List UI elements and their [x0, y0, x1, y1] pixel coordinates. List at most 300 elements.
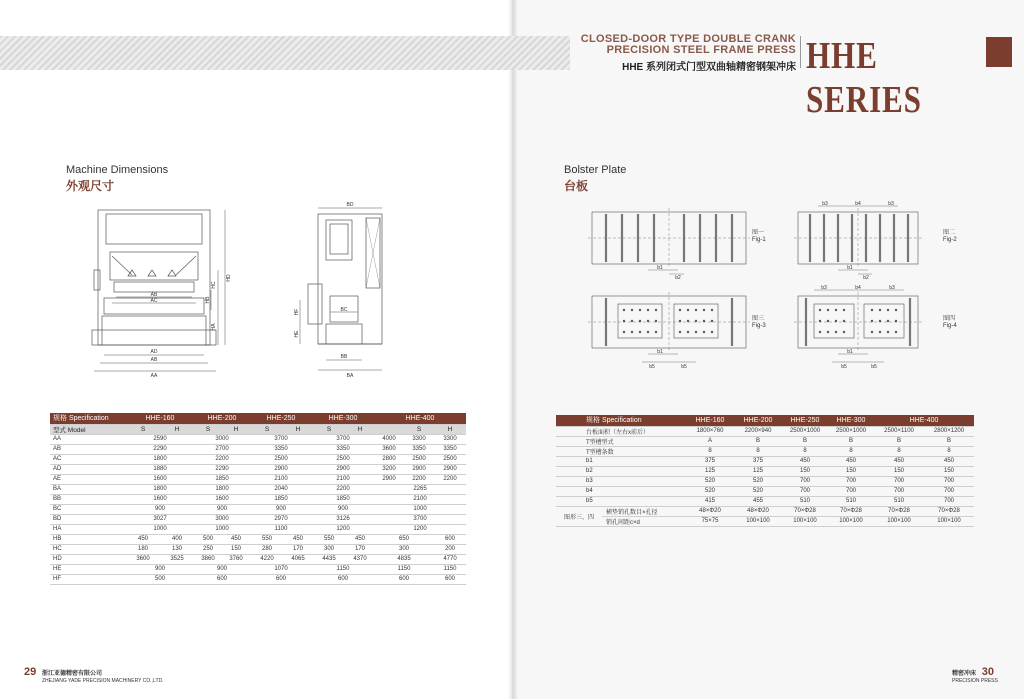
table-cell: 700 — [782, 476, 828, 486]
table-cell: 1600 — [126, 474, 194, 484]
table-cell: 2500 — [250, 454, 312, 464]
table-cell: 415 — [686, 496, 734, 506]
dim-ab-top: AB — [150, 292, 158, 298]
table-cell: 1800×760 — [686, 426, 734, 436]
bolster-plate-title — [564, 164, 626, 194]
model-header: HHE-300 — [312, 413, 374, 424]
table-cell: 2200 — [404, 474, 434, 484]
table-cell: 4835 — [374, 554, 434, 564]
table-cell: 520 — [686, 486, 734, 496]
table-cell: 8 — [924, 446, 974, 456]
table-cell: 3600 — [374, 444, 404, 454]
table-cell: 3700 — [312, 434, 374, 444]
table-cell: 150 — [874, 466, 924, 476]
table-cell: 3200 — [374, 464, 404, 474]
table-cell: 2500 — [434, 454, 466, 464]
table-cell: 300 — [374, 544, 434, 554]
table-row — [556, 516, 974, 526]
header-divider — [800, 36, 801, 68]
row-label: T型槽型式 — [556, 436, 686, 446]
row-label: HD — [50, 554, 126, 564]
table-cell: 900 — [250, 504, 312, 514]
row-label: HB — [50, 534, 126, 544]
page-number-left: 29 — [24, 666, 37, 678]
table-cell: 180 — [126, 544, 160, 554]
s-header: S — [126, 424, 160, 434]
row-label: BB — [50, 494, 126, 504]
table-cell: 2100 — [374, 494, 466, 504]
dim-ba: BA — [346, 373, 354, 379]
table-cell: 8 — [686, 446, 734, 456]
row-label: b2 — [556, 466, 686, 476]
row-label: AC — [50, 454, 126, 464]
table-cell: B — [782, 436, 828, 446]
table-cell: 200 — [434, 544, 466, 554]
row-label: b3 — [556, 476, 686, 486]
dim-b4-fig2: b4 — [855, 201, 861, 207]
table-cell: 450 — [222, 534, 250, 544]
table-cell: 1800 — [126, 454, 194, 464]
table-cell: 450 — [924, 456, 974, 466]
table-cell: 900 — [126, 564, 194, 574]
table-cell: 2100 — [312, 474, 374, 484]
table-cell: 450 — [828, 456, 874, 466]
side-view-drawing — [290, 200, 400, 380]
h-header: H — [160, 424, 194, 434]
table-cell: 2290 — [194, 464, 250, 474]
row-label: HA — [50, 524, 126, 534]
table-cell: 1150 — [312, 564, 374, 574]
table-cell: 250 — [194, 544, 222, 554]
table-row — [556, 436, 974, 446]
table-cell: 1600 — [194, 494, 250, 504]
brand-name-en: PRECISION PRESS — [952, 678, 998, 684]
table-cell: 1150 — [434, 564, 466, 574]
table-cell: 3350 — [312, 444, 374, 454]
table-cell: 130 — [160, 544, 194, 554]
table-cell: 1200 — [374, 524, 466, 534]
row-label: AE — [50, 474, 126, 484]
table-cell: 100×100 — [734, 516, 782, 526]
section-title-en: Bolster Plate — [564, 164, 627, 176]
brand-name: 精密冲床 — [952, 671, 977, 677]
table-cell: 900 — [126, 504, 194, 514]
table-cell: 2900 — [312, 464, 374, 474]
table-cell: 2900 — [434, 464, 466, 474]
table-cell: 700 — [828, 486, 874, 496]
table-cell: 3525 — [160, 554, 194, 564]
table-cell: 3700 — [250, 434, 312, 444]
fig2-label-cn: 图二 — [943, 230, 956, 236]
book-spine — [508, 0, 518, 699]
front-view-drawing — [88, 200, 238, 380]
fig2-label — [943, 230, 957, 244]
dim-b3-fig2: b3 — [822, 201, 828, 207]
fig4-label — [943, 316, 957, 330]
table-row — [50, 434, 466, 444]
table-cell: 550 — [250, 534, 284, 544]
table-cell: 2500 — [312, 454, 374, 464]
table-row — [50, 504, 466, 514]
row-label: BC — [50, 504, 126, 514]
row-label: AA — [50, 434, 126, 444]
left-footer — [24, 666, 164, 684]
dim-hb: HB — [205, 296, 211, 304]
fig4-label-cn: 图四 — [943, 316, 956, 322]
table-cell: 700 — [874, 486, 924, 496]
table-row — [556, 426, 974, 436]
table-cell: 375 — [686, 456, 734, 466]
model-header: HHE-400 — [374, 413, 466, 424]
row-label: T型槽条数 — [556, 446, 686, 456]
group-label: 图形三、四 — [556, 506, 602, 526]
dim-b1-fig3: b1 — [657, 349, 663, 355]
bolster-plate-table — [556, 415, 974, 527]
table-cell: 700 — [828, 476, 874, 486]
header-color-block — [986, 37, 1012, 67]
table-cell: 2970 — [250, 514, 312, 524]
table-cell: 2500×1100 — [874, 426, 924, 436]
table-cell: 1070 — [250, 564, 312, 574]
table-cell: 2200 — [312, 484, 374, 494]
table-cell: 170 — [284, 544, 312, 554]
table-cell: 48×Φ20 — [734, 506, 782, 516]
table-cell: 700 — [924, 496, 974, 506]
table-cell: 3126 — [312, 514, 374, 524]
table-cell: 2265 — [374, 484, 466, 494]
s-header: S — [250, 424, 284, 434]
fig2-label-en: Fig-2 — [943, 237, 957, 243]
table-cell: 1800 — [194, 484, 250, 494]
fig3-label — [752, 316, 766, 330]
table-cell: 2040 — [250, 484, 312, 494]
table-row — [50, 574, 466, 584]
table-row — [50, 564, 466, 574]
row-label: b4 — [556, 486, 686, 496]
table-cell: 70×Φ28 — [782, 506, 828, 516]
dim-ha: HA — [211, 323, 217, 331]
table-row — [50, 544, 466, 554]
table-cell: 2800 — [374, 454, 404, 464]
table-cell: 450 — [126, 534, 160, 544]
table-cell: 2590 — [126, 434, 194, 444]
table-cell: 3027 — [126, 514, 194, 524]
right-footer — [952, 666, 998, 684]
machine-dimensions-table — [50, 413, 466, 585]
dim-bb: BB — [340, 354, 348, 360]
header-hatch-band — [0, 36, 570, 70]
table-cell: 450 — [284, 534, 312, 544]
h-header: H — [434, 424, 466, 434]
table-cell: A — [686, 436, 734, 446]
table-cell: 600 — [434, 534, 466, 544]
fig1-label-en: Fig-1 — [752, 237, 766, 243]
table-cell: 1850 — [250, 494, 312, 504]
table-cell: 48×Φ20 — [686, 506, 734, 516]
table-cell: 100×100 — [828, 516, 874, 526]
row-label: BA — [50, 484, 126, 494]
fig1-label — [752, 230, 766, 244]
table-cell: 375 — [734, 456, 782, 466]
table-cell: 70×Φ28 — [874, 506, 924, 516]
table-cell: 2900 — [250, 464, 312, 474]
table-cell: 4000 — [374, 434, 404, 444]
table-cell: B — [924, 436, 974, 446]
row-label: 台板面积（左右x前后） — [556, 426, 686, 436]
table-cell: B — [874, 436, 924, 446]
header-title-cn: HHE 系列闭式门型双曲轴精密钢架冲床 — [622, 62, 796, 73]
table-cell: B — [734, 436, 782, 446]
table-cell: 2200 — [434, 474, 466, 484]
fig1-label-cn: 图一 — [752, 230, 765, 236]
table-cell: 400 — [160, 534, 194, 544]
spec-header: 规格 Specification — [50, 413, 126, 424]
section-title-cn: 台板 — [564, 179, 589, 193]
table-cell: 550 — [312, 534, 346, 544]
table-row — [556, 486, 974, 496]
table-cell: 2800×1200 — [924, 426, 974, 436]
table-cell: 700 — [924, 486, 974, 496]
table-cell: 450 — [874, 456, 924, 466]
table-cell: 150 — [924, 466, 974, 476]
table-cell: 1000 — [374, 504, 466, 514]
h-header: H — [222, 424, 250, 434]
dim-ab: AB — [150, 357, 158, 363]
table-cell: 520 — [686, 476, 734, 486]
table-cell: 1150 — [374, 564, 434, 574]
table-cell: 1200 — [312, 524, 374, 534]
dim-aa: AA — [150, 373, 158, 379]
fig3-label-cn: 图三 — [752, 316, 765, 322]
row-label: AD — [50, 464, 126, 474]
table-cell: 700 — [874, 476, 924, 486]
table-cell: 2900 — [404, 464, 434, 474]
table-cell: 3000 — [194, 514, 250, 524]
dim-b3-fig4: b3 — [889, 285, 895, 291]
table-cell: 510 — [874, 496, 924, 506]
table-cell: 125 — [734, 466, 782, 476]
table-cell: 4220 — [250, 554, 284, 564]
table-cell: 3600 — [126, 554, 160, 564]
table-row — [50, 534, 466, 544]
model-type-header: 型式 Model — [50, 424, 126, 434]
table-cell: 520 — [734, 476, 782, 486]
table-row — [50, 444, 466, 454]
table-cell: 650 — [374, 534, 434, 544]
table-row — [556, 476, 974, 486]
table-cell: 3000 — [194, 434, 250, 444]
table-cell: 75×75 — [686, 516, 734, 526]
table-cell: 4435 — [312, 554, 346, 564]
dim-hf: HF — [294, 308, 300, 316]
fig4-label-en: Fig-4 — [943, 323, 957, 329]
dim-b2-fig1: b2 — [675, 275, 681, 281]
model-header: HHE-300 — [828, 415, 874, 426]
row-label: b5 — [556, 496, 686, 506]
table-cell: 1850 — [312, 494, 374, 504]
table-row — [556, 506, 974, 516]
row-label: 横垫销孔数目×孔径 — [602, 506, 686, 516]
dim-b4-fig4: b4 — [855, 285, 861, 291]
table-cell: 600 — [194, 574, 250, 584]
table-cell: 1850 — [194, 474, 250, 484]
row-label: HC — [50, 544, 126, 554]
table-cell: 8 — [874, 446, 924, 456]
dim-b1-fig1: b1 — [657, 265, 663, 271]
table-cell: 900 — [312, 504, 374, 514]
table-cell: 450 — [346, 534, 374, 544]
table-cell: 600 — [312, 574, 374, 584]
table-cell: 2290 — [126, 444, 194, 454]
model-header: HHE-160 — [686, 415, 734, 426]
page-number-right: 30 — [981, 666, 995, 678]
table-cell: 8 — [734, 446, 782, 456]
header-title — [572, 34, 796, 73]
table-cell: 600 — [434, 574, 466, 584]
table-cell: 100×100 — [874, 516, 924, 526]
table-cell: 2200×940 — [734, 426, 782, 436]
h-header: H — [346, 424, 374, 434]
header-title-en-2: PRECISION STEEL FRAME PRESS — [606, 44, 796, 56]
table-cell: 3860 — [194, 554, 222, 564]
series-title: HHE SERIES — [806, 35, 922, 121]
dim-b5-fig4: b5 — [871, 364, 877, 370]
row-label: b1 — [556, 456, 686, 466]
table-cell: 900 — [194, 504, 250, 514]
table-cell: 3350 — [434, 444, 466, 454]
table-cell: 8 — [828, 446, 874, 456]
table-cell: 100×100 — [924, 516, 974, 526]
table-cell: 3350 — [250, 444, 312, 454]
table-cell: 70×Φ28 — [924, 506, 974, 516]
table-cell: 2500×1000 — [828, 426, 874, 436]
table-cell: 2900 — [374, 474, 404, 484]
row-label: BD — [50, 514, 126, 524]
table-cell: 600 — [250, 574, 312, 584]
table-cell: 1880 — [126, 464, 194, 474]
table-cell: 4370 — [346, 554, 374, 564]
table-cell: 3700 — [374, 514, 466, 524]
table-cell: 1000 — [126, 524, 194, 534]
table-cell: 2500 — [404, 454, 434, 464]
table-row — [50, 484, 466, 494]
company-name: 浙江亚德精密有限公司 — [42, 671, 103, 677]
dim-ac: AC — [150, 298, 158, 304]
dim-b1-fig2: b1 — [847, 265, 853, 271]
table-cell: 3300 — [404, 434, 434, 444]
s-header: S — [404, 424, 434, 434]
table-row — [50, 554, 466, 564]
dim-b3-fig2: b3 — [888, 201, 894, 207]
table-cell: 2500×1000 — [782, 426, 828, 436]
table-row — [50, 474, 466, 484]
table-cell: 100×100 — [782, 516, 828, 526]
table-cell: 2100 — [250, 474, 312, 484]
table-cell: 500 — [194, 534, 222, 544]
company-name-en: ZHEJIANG YADE PRECISION MACHINERY CO.,LTD. — [42, 678, 164, 684]
table-cell: 125 — [686, 466, 734, 476]
dim-he: HE — [294, 330, 300, 338]
model-header: HHE-400 — [874, 415, 974, 426]
dim-hc: HC — [211, 281, 217, 289]
section-title-cn: 外观尺寸 — [66, 179, 115, 193]
table-row — [556, 456, 974, 466]
fig3-label-en: Fig-3 — [752, 323, 766, 329]
table-cell: B — [828, 436, 874, 446]
spec-header: 规格 Specification — [556, 415, 686, 426]
model-header: HHE-250 — [250, 413, 312, 424]
table-cell: 3760 — [222, 554, 250, 564]
table-cell: 8 — [782, 446, 828, 456]
table-cell: 4770 — [434, 554, 466, 564]
table-cell: 150 — [782, 466, 828, 476]
table-cell: 1000 — [194, 524, 250, 534]
machine-dimensions-title — [66, 164, 168, 194]
dim-hd: HD — [226, 274, 232, 282]
table-cell: 900 — [194, 564, 250, 574]
dim-ad: AD — [150, 349, 158, 355]
model-header: HHE-200 — [194, 413, 250, 424]
row-label: HE — [50, 564, 126, 574]
table-cell: 455 — [734, 496, 782, 506]
table-cell: 150 — [828, 466, 874, 476]
dim-b2-fig2: b2 — [863, 275, 869, 281]
dim-b1-fig4: b1 — [847, 349, 853, 355]
bolster-plate-figures — [588, 200, 966, 376]
dim-b5-fig3: b5 — [649, 364, 655, 370]
table-cell: 500 — [126, 574, 194, 584]
dim-b5-fig3: b5 — [681, 364, 687, 370]
header-title-en-1: CLOSED-DOOR TYPE DOUBLE CRANK — [580, 33, 796, 45]
table-cell: 600 — [374, 574, 434, 584]
table-cell: 1600 — [126, 494, 194, 504]
dim-bc: BC — [340, 307, 348, 313]
table-cell: 450 — [782, 456, 828, 466]
table-cell: 300 — [312, 544, 346, 554]
table-row — [50, 494, 466, 504]
table-cell: 4065 — [284, 554, 312, 564]
table-row — [50, 454, 466, 464]
section-title-en: Machine Dimensions — [66, 164, 169, 176]
h-header: H — [284, 424, 312, 434]
dim-b5-fig4: b5 — [841, 364, 847, 370]
table-row — [50, 464, 466, 474]
table-cell: 1100 — [250, 524, 312, 534]
table-row — [50, 514, 466, 524]
dim-bd: BD — [346, 202, 354, 208]
table-cell: 170 — [346, 544, 374, 554]
row-label: AB — [50, 444, 126, 454]
table-row — [50, 524, 466, 534]
table-row — [556, 496, 974, 506]
s-header: S — [312, 424, 346, 434]
table-cell: 700 — [782, 486, 828, 496]
table-cell: 3350 — [404, 444, 434, 454]
table-cell: 1800 — [126, 484, 194, 494]
table-cell: 280 — [250, 544, 284, 554]
table-cell: 510 — [828, 496, 874, 506]
table-row — [556, 466, 974, 476]
table-cell: 510 — [782, 496, 828, 506]
table-cell: 520 — [734, 486, 782, 496]
s-header: S — [194, 424, 222, 434]
table-cell: 3300 — [434, 434, 466, 444]
table-cell: 70×Φ28 — [828, 506, 874, 516]
table-row — [556, 446, 974, 456]
table-cell: 2700 — [194, 444, 250, 454]
model-header: HHE-200 — [734, 415, 782, 426]
model-header: HHE-250 — [782, 415, 828, 426]
